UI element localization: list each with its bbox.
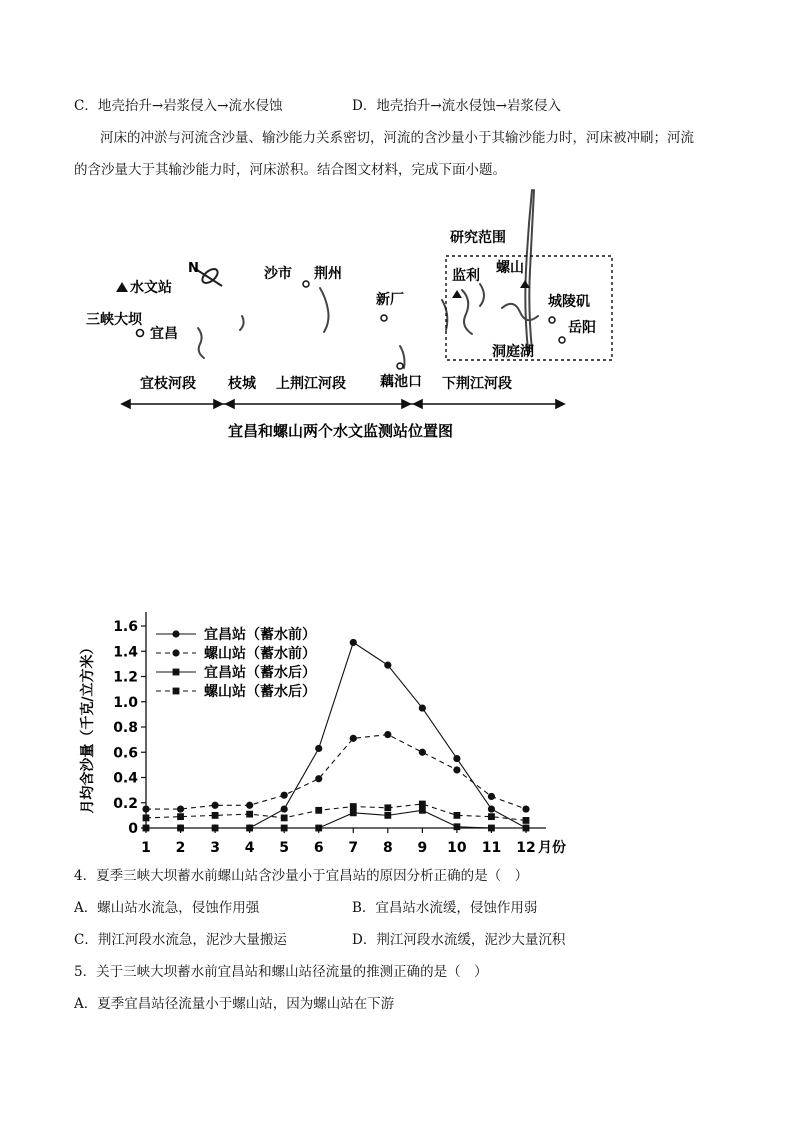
label-yueyang: 岳阳	[568, 320, 596, 336]
label-jianli: 监利	[452, 268, 480, 284]
jianli-marker-icon	[452, 290, 462, 298]
series-3-point	[281, 825, 288, 832]
intro-line-2: 的含沙量大于其输沙能力时，河床淤积。结合图文材料，完成下面小题。	[74, 162, 506, 178]
series-2-point	[281, 792, 288, 799]
series-4-point	[488, 813, 495, 820]
series-2-point	[246, 802, 253, 809]
y-tick-label: 1.0	[113, 694, 138, 711]
segment-yizhi-label: 宜枝河段	[140, 376, 196, 392]
series-3-point	[454, 823, 461, 830]
x-tick-label: 5	[279, 840, 290, 856]
series-2-point	[177, 805, 184, 812]
legend-station-label: 水文站	[130, 280, 172, 296]
label-ouchikou: 藕池口	[380, 374, 422, 390]
series-4-point	[523, 817, 530, 824]
chart-series-lines	[146, 642, 526, 828]
series-2-point	[315, 775, 322, 782]
series-1-point	[350, 639, 357, 646]
series-4-point	[315, 807, 322, 814]
q4-option-a: A．螺山站水流急，侵蚀作用强	[74, 900, 260, 916]
x-tick-label: 12	[516, 840, 536, 856]
series-4-point	[454, 812, 461, 819]
series-4-point	[212, 812, 219, 819]
y-tick-label: 0.2	[113, 795, 138, 812]
chart-legend	[156, 626, 316, 700]
label-luoshan: 螺山	[496, 260, 524, 276]
legend-marker-1	[172, 630, 179, 637]
yichang-marker-icon	[137, 330, 144, 337]
option-c-prev: C．地壳抬升→岩浆侵入→流水侵蚀	[74, 98, 283, 114]
x-tick-label: 3	[210, 840, 220, 856]
label-shashi: 沙市	[264, 266, 292, 282]
north-label: N	[188, 261, 199, 276]
river-sketch	[198, 190, 538, 368]
yueyang-marker-icon	[559, 337, 565, 343]
y-tick-label: 0.4	[113, 770, 138, 787]
series-4-point	[350, 803, 357, 810]
legend-label-2: 螺山站（蓄水前）	[204, 646, 316, 662]
y-tick-label: 0.6	[113, 745, 138, 762]
series-4-point	[384, 804, 391, 811]
x-tick-label: 11	[481, 840, 502, 856]
station-legend-icon	[116, 282, 128, 292]
legend-label-4: 螺山站（蓄水后）	[204, 684, 316, 700]
y-tick-label: 0	[128, 821, 138, 837]
q5-stem: 5．关于三峡大坝蓄水前宜昌站和螺山站径流量的推测正确的是（ ）	[74, 964, 488, 980]
series-1-point	[384, 662, 391, 669]
x-tick-label: 4	[244, 840, 255, 856]
q4-option-b: B．宜昌站水流缓，侵蚀作用弱	[352, 900, 538, 916]
legend-marker-4	[173, 688, 180, 695]
label-zhicheng: 枝城	[228, 376, 256, 392]
y-axis-label: 月均含沙量（千克/立方米）	[80, 640, 96, 814]
series-2-point	[350, 735, 357, 742]
q5-option-a: A．夏季宜昌站径流量小于螺山站，因为螺山站在下游	[74, 996, 395, 1012]
series-3-point	[177, 825, 184, 832]
y-tick-label: 1.6	[113, 619, 138, 635]
x-tick-label: 6	[313, 840, 324, 856]
series-1-point	[281, 805, 288, 812]
series-line-3	[146, 810, 526, 828]
label-research: 研究范围	[450, 230, 506, 246]
series-line-2	[146, 735, 526, 809]
q4-option-d: D．荆江河段水流缓，泥沙大量沉积	[352, 932, 566, 948]
series-3-point	[315, 825, 322, 832]
series-2-point	[453, 766, 460, 773]
option-d-prev: D．地壳抬升→流水侵蚀→岩浆侵入	[352, 98, 561, 114]
series-4-point	[246, 811, 253, 818]
label-chenglingji: 城陵矶	[548, 294, 590, 310]
series-2-point	[419, 749, 426, 756]
series-4-point	[281, 815, 288, 822]
legend-label-1: 宜昌站（蓄水前）	[204, 627, 316, 643]
label-xinchang: 新厂	[376, 292, 404, 308]
xinchang-marker-icon	[381, 315, 387, 321]
legend-marker-3	[173, 669, 180, 676]
x-tick-label: 10	[447, 840, 467, 856]
x-tick-label: 1	[141, 840, 151, 856]
chart-markers	[142, 639, 529, 832]
series-3-point	[523, 825, 530, 832]
series-4-point	[419, 801, 426, 808]
legend-marker-2	[172, 649, 179, 656]
sediment-line-chart	[70, 600, 590, 870]
x-tick-label: 7	[348, 840, 359, 856]
series-line-1	[146, 642, 526, 828]
series-4-point	[177, 813, 184, 820]
series-3-point	[212, 825, 219, 832]
label-yichang: 宜昌	[150, 326, 178, 342]
q4-option-c: C．荆江河段水流急，泥沙大量搬运	[74, 932, 287, 948]
x-tick-label: 2	[175, 840, 186, 856]
series-1-point	[419, 704, 426, 711]
label-dongting: 洞庭湖	[492, 344, 534, 360]
series-3-point	[384, 812, 391, 819]
series-2-point	[384, 731, 391, 738]
map-caption: 宜昌和螺山两个水文监测站位置图	[228, 422, 454, 440]
series-2-point	[211, 802, 218, 809]
y-tick-label: 1.4	[113, 644, 138, 661]
q4-stem: 4．夏季三峡大坝蓄水前螺山站含沙量小于宜昌站的原因分析正确的是（ ）	[74, 868, 529, 884]
segment-lower-label: 下荆江河段	[442, 376, 512, 392]
series-3-point	[350, 809, 357, 816]
series-3-point	[246, 825, 253, 832]
series-2-point	[522, 805, 529, 812]
ouchikou-marker-icon	[397, 363, 403, 369]
label-jingzhou: 荆州	[314, 266, 342, 282]
chenglingji-marker-icon	[549, 317, 555, 323]
series-2-point	[142, 805, 149, 812]
x-tick-label: 9	[417, 840, 428, 856]
y-tick-label: 1.2	[113, 669, 138, 686]
segment-upper-label: 上荆江河段	[276, 376, 346, 392]
series-1-point	[453, 755, 460, 762]
series-4-point	[143, 815, 150, 822]
legend-label-3: 宜昌站（蓄水后）	[204, 665, 316, 681]
segment-arrows	[122, 400, 564, 408]
series-3-point	[488, 825, 495, 832]
series-3-point	[419, 807, 426, 814]
x-unit-label: 月份	[538, 840, 566, 856]
shashi-marker-icon	[303, 281, 309, 287]
series-2-point	[488, 793, 495, 800]
intro-line-1: 河床的冲淤与河流含沙量、输沙能力关系密切，河流的含沙量小于其输沙能力时，河床被冲刷；河流	[100, 130, 694, 146]
station-location-map	[70, 200, 596, 450]
label-sanxia: 三峡大坝	[86, 312, 142, 328]
x-tick-label: 8	[382, 840, 393, 856]
series-3-point	[143, 825, 150, 832]
series-1-point	[315, 745, 322, 752]
series-1-point	[488, 805, 495, 812]
y-tick-label: 0.8	[113, 720, 138, 736]
